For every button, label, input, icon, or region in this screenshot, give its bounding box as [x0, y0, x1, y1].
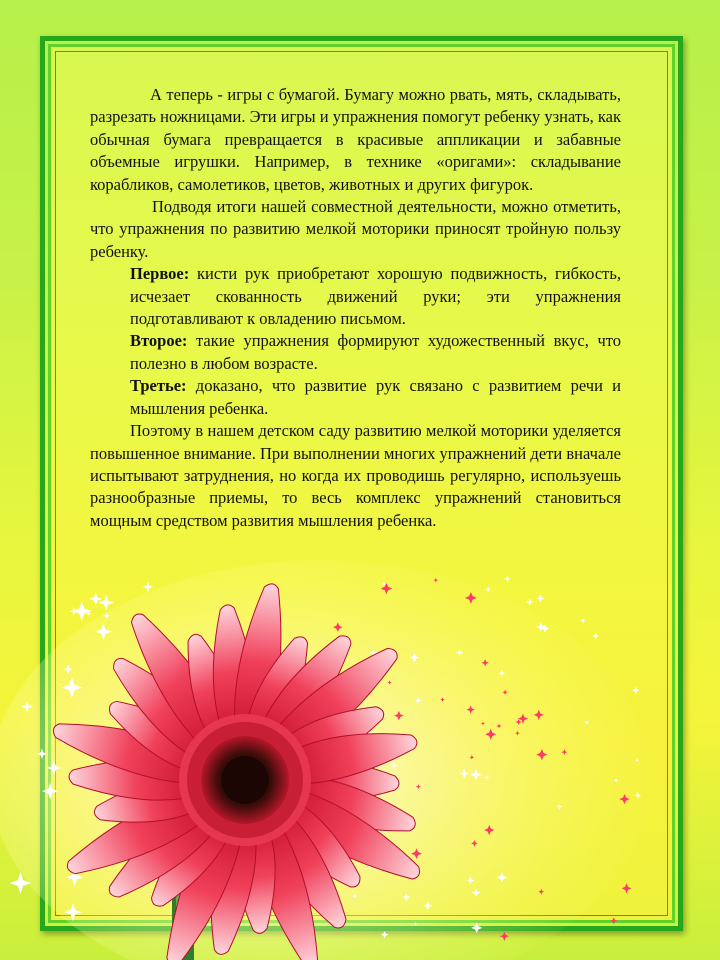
item-text-first: кисти рук приобретают хорошую подвижность, гибкость, исчезает скованность движений руки; эти упражнения подготавливают к овладению письмом.: [130, 264, 621, 329]
item-label-second: Второе:: [130, 331, 188, 351]
sparkle: [21, 701, 33, 713]
sparkle: [381, 931, 389, 939]
item-label-first: Первое:: [130, 264, 190, 284]
sparkle: [500, 932, 509, 941]
item-label-third: Третье:: [130, 376, 187, 396]
item-text-second: такие упражнения формируют художественный вкус, что полезно в любом возрасте.: [130, 331, 621, 373]
list-item-second: [90, 330, 621, 375]
paragraph-paper-games: А теперь - игры с бумагой. Бумагу можно рвать, мять, складывать, разрезать ножницами. Эти игры и упражнения помогут ребенку узнать, как обычная бумага превращается в красивые аппликации и забавные объемные игрушки. Например, в технике «оригами»: складывание корабликов, самолетиков, цветов, животных и других фигурок.: [90, 85, 621, 194]
list-item-first: [90, 263, 621, 330]
sparkle: [9, 872, 31, 894]
paragraph-conclusion: Поэтому в нашем детском саду развитию мелкой моторики уделяется повышенное внимание. При выполнении многих упражнений дети вначале испытывают затруднения, но когда их проводишь регулярно, используешь разнообразные приемы, то весь комплекс упражнений становиться мощным средством развития мышления ребенка.: [90, 421, 621, 530]
item-text-third: доказано, что развитие рук связано с развитием речи и мышления ребенка.: [130, 376, 621, 418]
paragraph-summary: Подводя итоги нашей совместной деятельности, можно отметить, что упражнения по развитию мелкой моторики приносят тройную пользу ребенку.: [90, 197, 621, 261]
list-item-third: [90, 375, 621, 420]
text-block: [90, 84, 621, 532]
